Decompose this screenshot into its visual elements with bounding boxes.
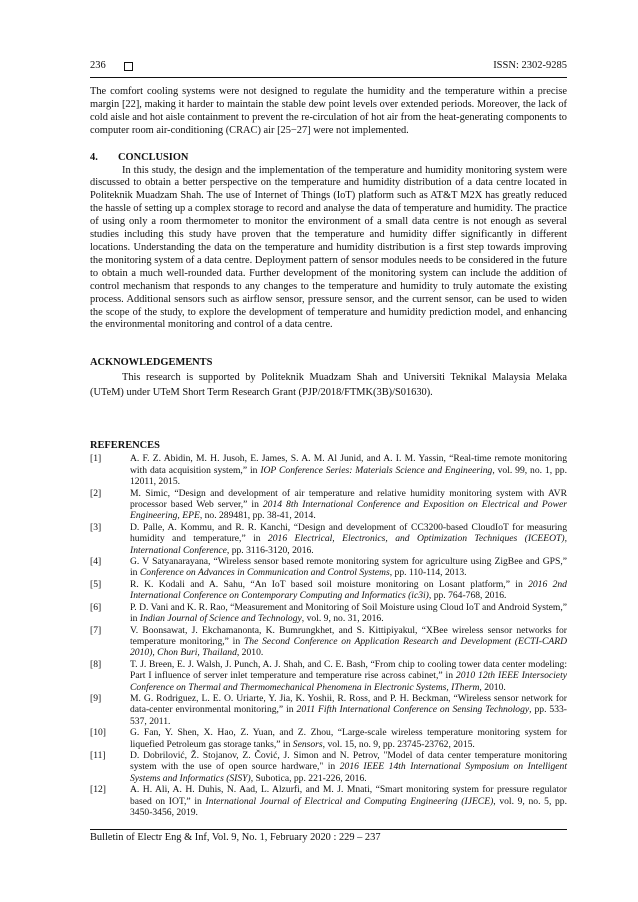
reference-venue: Conference on Advances in Communication and Control Systems (139, 567, 390, 579)
reference-details: , vol. 15, no. 9, pp. 23745-23762, 2015. (322, 738, 475, 750)
reference-details: , vol. 99, no. 1, pp. 12011, 2015. (130, 464, 567, 488)
reference-details: , pp. 3116-3120, 2016. (226, 544, 314, 556)
reference-index: [3] (90, 521, 102, 533)
page-header (90, 60, 567, 76)
header-rule (90, 77, 567, 78)
reference-item (90, 579, 567, 602)
reference-authors-title: D. Palle, A. Kommu, and R. R. Kanchi, “Design and development of CC3200-based CloudIoT for measuring humidity and temperature,” in (130, 521, 567, 545)
reference-index: [9] (90, 692, 102, 704)
issn-label: ISSN: 2302-9285 (493, 60, 567, 71)
section-title: CONCLUSION (118, 151, 189, 163)
footer-rule (90, 829, 567, 830)
reference-venue: 2010 12th IEEE Intersociety Conference on Thermal and Thermomechanical Phenomena in Electronic Systems, ITherm (130, 670, 567, 693)
reference-index: [1] (90, 453, 102, 465)
reference-item (90, 556, 567, 579)
reference-authors-title: A. H. Ali, A. H. Duhis, N. Aad, L. Alzurfi, and M. J. Mnati, “Smart monitoring system for pressure regulator based on IOT,” in (130, 784, 567, 807)
conclusion-heading (90, 152, 567, 165)
page-number: 236 (90, 60, 106, 71)
reference-details: , pp. 764-768, 2016. (428, 590, 507, 602)
reference-item (90, 522, 567, 556)
reference-item (90, 625, 567, 659)
main-text (90, 86, 567, 400)
reference-authors-title: G. Fan, Y. Shen, X. Hao, Z. Yuan, and Z. Zhou, “Large-scale wireless temperature monitoring system for liquefied Petroleum gas storage tanks,” in (130, 727, 567, 750)
reference-venue: 2011 Fifth International Conference on Sensing Technology (296, 704, 530, 716)
reference-authors-title: G. V Satyanarayana, “Wireless sensor based remote monitoring system for agriculture using ZigBee and GPS,” in (130, 556, 567, 579)
reference-venue: 2014 8th International Conference and Exposition on Electrical and Power Engineering, EPE (130, 499, 567, 522)
reference-item (90, 784, 567, 818)
checkbox-square-icon (124, 62, 133, 71)
reference-item (90, 488, 567, 522)
reference-authors-title: P. D. Vani and K. R. Rao, “Measurement and Monitoring of Soil Moisture using Cloud IoT and Android System,” in (130, 601, 567, 625)
reference-venue: 2016 Electrical, Electronics, and Optimization Techniques (ICEEOT), International Conference (130, 533, 567, 556)
reference-index: [6] (90, 601, 102, 613)
reference-details: , pp. 533-537, 2011. (130, 704, 567, 727)
reference-details: , no. 289481, pp. 38-41, 2014. (199, 510, 316, 522)
reference-index: [7] (90, 624, 102, 636)
reference-item (90, 750, 567, 784)
reference-venue: 2016 2nd International Conference on Contemporary Computing and Informatics (ic3i) (130, 578, 567, 602)
reference-details: , 2010. (479, 681, 506, 693)
reference-item (90, 602, 567, 625)
reference-list (90, 453, 567, 818)
reference-venue: IOP Conference Series: Materials Science and Engineering (260, 464, 493, 476)
reference-item (90, 727, 567, 750)
reference-index: [11] (90, 749, 106, 761)
reference-index: [10] (90, 727, 106, 739)
references-heading: REFERENCES (90, 440, 160, 451)
reference-authors-title: V. Boonsawat, J. Ekchamanonta, K. Bumrungkhet, and S. Kittipiyakul, “XBee wireless sensor networks for temperature monitoring,” in (130, 624, 567, 647)
reference-authors-title: A. F. Z. Abidin, M. H. Jusoh, E. James, S. A. M. Al Junid, and A. I. M. Yassin, “Real-time remote monitoring with data acquisition system,” in (130, 453, 567, 476)
section-number: 4. (90, 151, 98, 163)
reference-authors-title: R. K. Kodali and A. Sahu, “An IoT based soil moisture monitoring on Losant platform,” in (130, 578, 529, 590)
reference-venue: 2016 IEEE 14th International Symposium on Intelligent Systems and Informatics (SISY) (130, 761, 567, 784)
reference-index: [4] (90, 556, 102, 568)
reference-authors-title: M. Simic, “Design and development of air temperature and relative humidity monitoring system with AVR processor based Web server,” in (130, 487, 567, 511)
reference-venue: Indian Journal of Science and Technology (139, 613, 302, 625)
reference-index: [12] (90, 784, 106, 796)
reference-authors-title: M. G. Rodriguez, L. E. O. Uriarte, Y. Jia, K. Yoshii, R. Ross, and P. H. Beckman, “Wireless sensor network for data-center environmental monitoring,” in (130, 692, 567, 716)
page-footer: Bulletin of Electr Eng & Inf, Vol. 9, No. 1, February 2020 : 229 – 237 (90, 832, 381, 843)
conclusion-paragraph: In this study, the design and the implementation of the temperature and humidity monitoring system were discussed to obtain a better perspective on the temperature and humidity distribution of a data centre located in Politeknik Muadzam Shah. The use of Internet of Things (IoT) platform such as AT&T M2X has greatly reduced the hassle of setting up a complex storage to record and analyse the data of temperature and humidity. The practice of using only a room thermometer to monitor the environment of a small data centre is not enough as several studies including this study have proven that the temperature and humidity differ significantly in different locations. Understanding the data on the temperature and humidity distribution is a first step towards improving the monitoring system of a data centre. Deployment pattern of sensor modules needs to be considered in the future to obtain a much well-rounded data. Further development of the monitoring system can include the addition of control mechanism that responds to any changes to the temperature and humidity to truly automate the existing process. Additional sensors such as airflow sensor, pressure sensor, and the current sensor, can be used to widen the scope of the study, to explore the development of temperature and humidity prediction model, and enhancing the environmental monitoring and control of a data centre. (90, 164, 567, 331)
reference-details: , 2010. (236, 647, 264, 659)
reference-item (90, 659, 567, 693)
reference-authors-title: D. Dobrilović, Ž. Stojanov, Z. Čović, J. Simon and N. Petrov, "Model of data center temperature monitoring system with the use of open source hardware," in (130, 749, 567, 773)
intro-paragraph: The comfort cooling systems were not designed to regulate the humidity and the temperature within a precise margin [22], making it harder to maintain the stable dew point levels over extended periods. Moreover, the lack of cold aisle and hot aisle containment to prevent the re-circulation of hot air from the heat-generating components to computer room air-conditioning (CRAC) air [25−27] were not implemented. (90, 86, 567, 136)
reference-index: [8] (90, 658, 102, 670)
reference-item (90, 693, 567, 727)
reference-authors-title: T. J. Breen, E. J. Walsh, J. Punch, A. J. Shah, and C. E. Bash, “From chip to cooling tower data center modeling: Part I influence of server inlet temperature and temperature rise across cabinet,” in (130, 658, 567, 682)
reference-details: , Subotica, pp. 221-226, 2016. (250, 772, 367, 784)
references-section (90, 440, 567, 818)
acknowledgements-paragraph: This research is supported by Politeknik Muadzam Shah and Universiti Teknikal Malaysia Melaka (UTeM) under UTeM Short Term Research Grant (PJP/2018/FTMK(3B)/S01630). (90, 372, 567, 399)
reference-details: , vol. 9, no. 5, pp. 3450-3456, 2019. (130, 795, 567, 818)
acknowledgements-heading: ACKNOWLEDGEMENTS (90, 357, 213, 369)
reference-venue: The Second Conference on Application Research and Development (ECTI-CARD 2010), Chon Buri, Thailand (130, 635, 568, 659)
reference-details: , vol. 9, no. 31, 2016. (301, 613, 384, 625)
reference-index: [5] (90, 578, 102, 590)
reference-venue: Sensors (292, 738, 323, 750)
reference-item (90, 453, 567, 487)
reference-details: , pp. 110-114, 2013. (389, 567, 467, 579)
reference-venue: International Journal of Electrical and Computing Engineering (IJECE) (205, 795, 494, 807)
reference-index: [2] (90, 487, 102, 499)
